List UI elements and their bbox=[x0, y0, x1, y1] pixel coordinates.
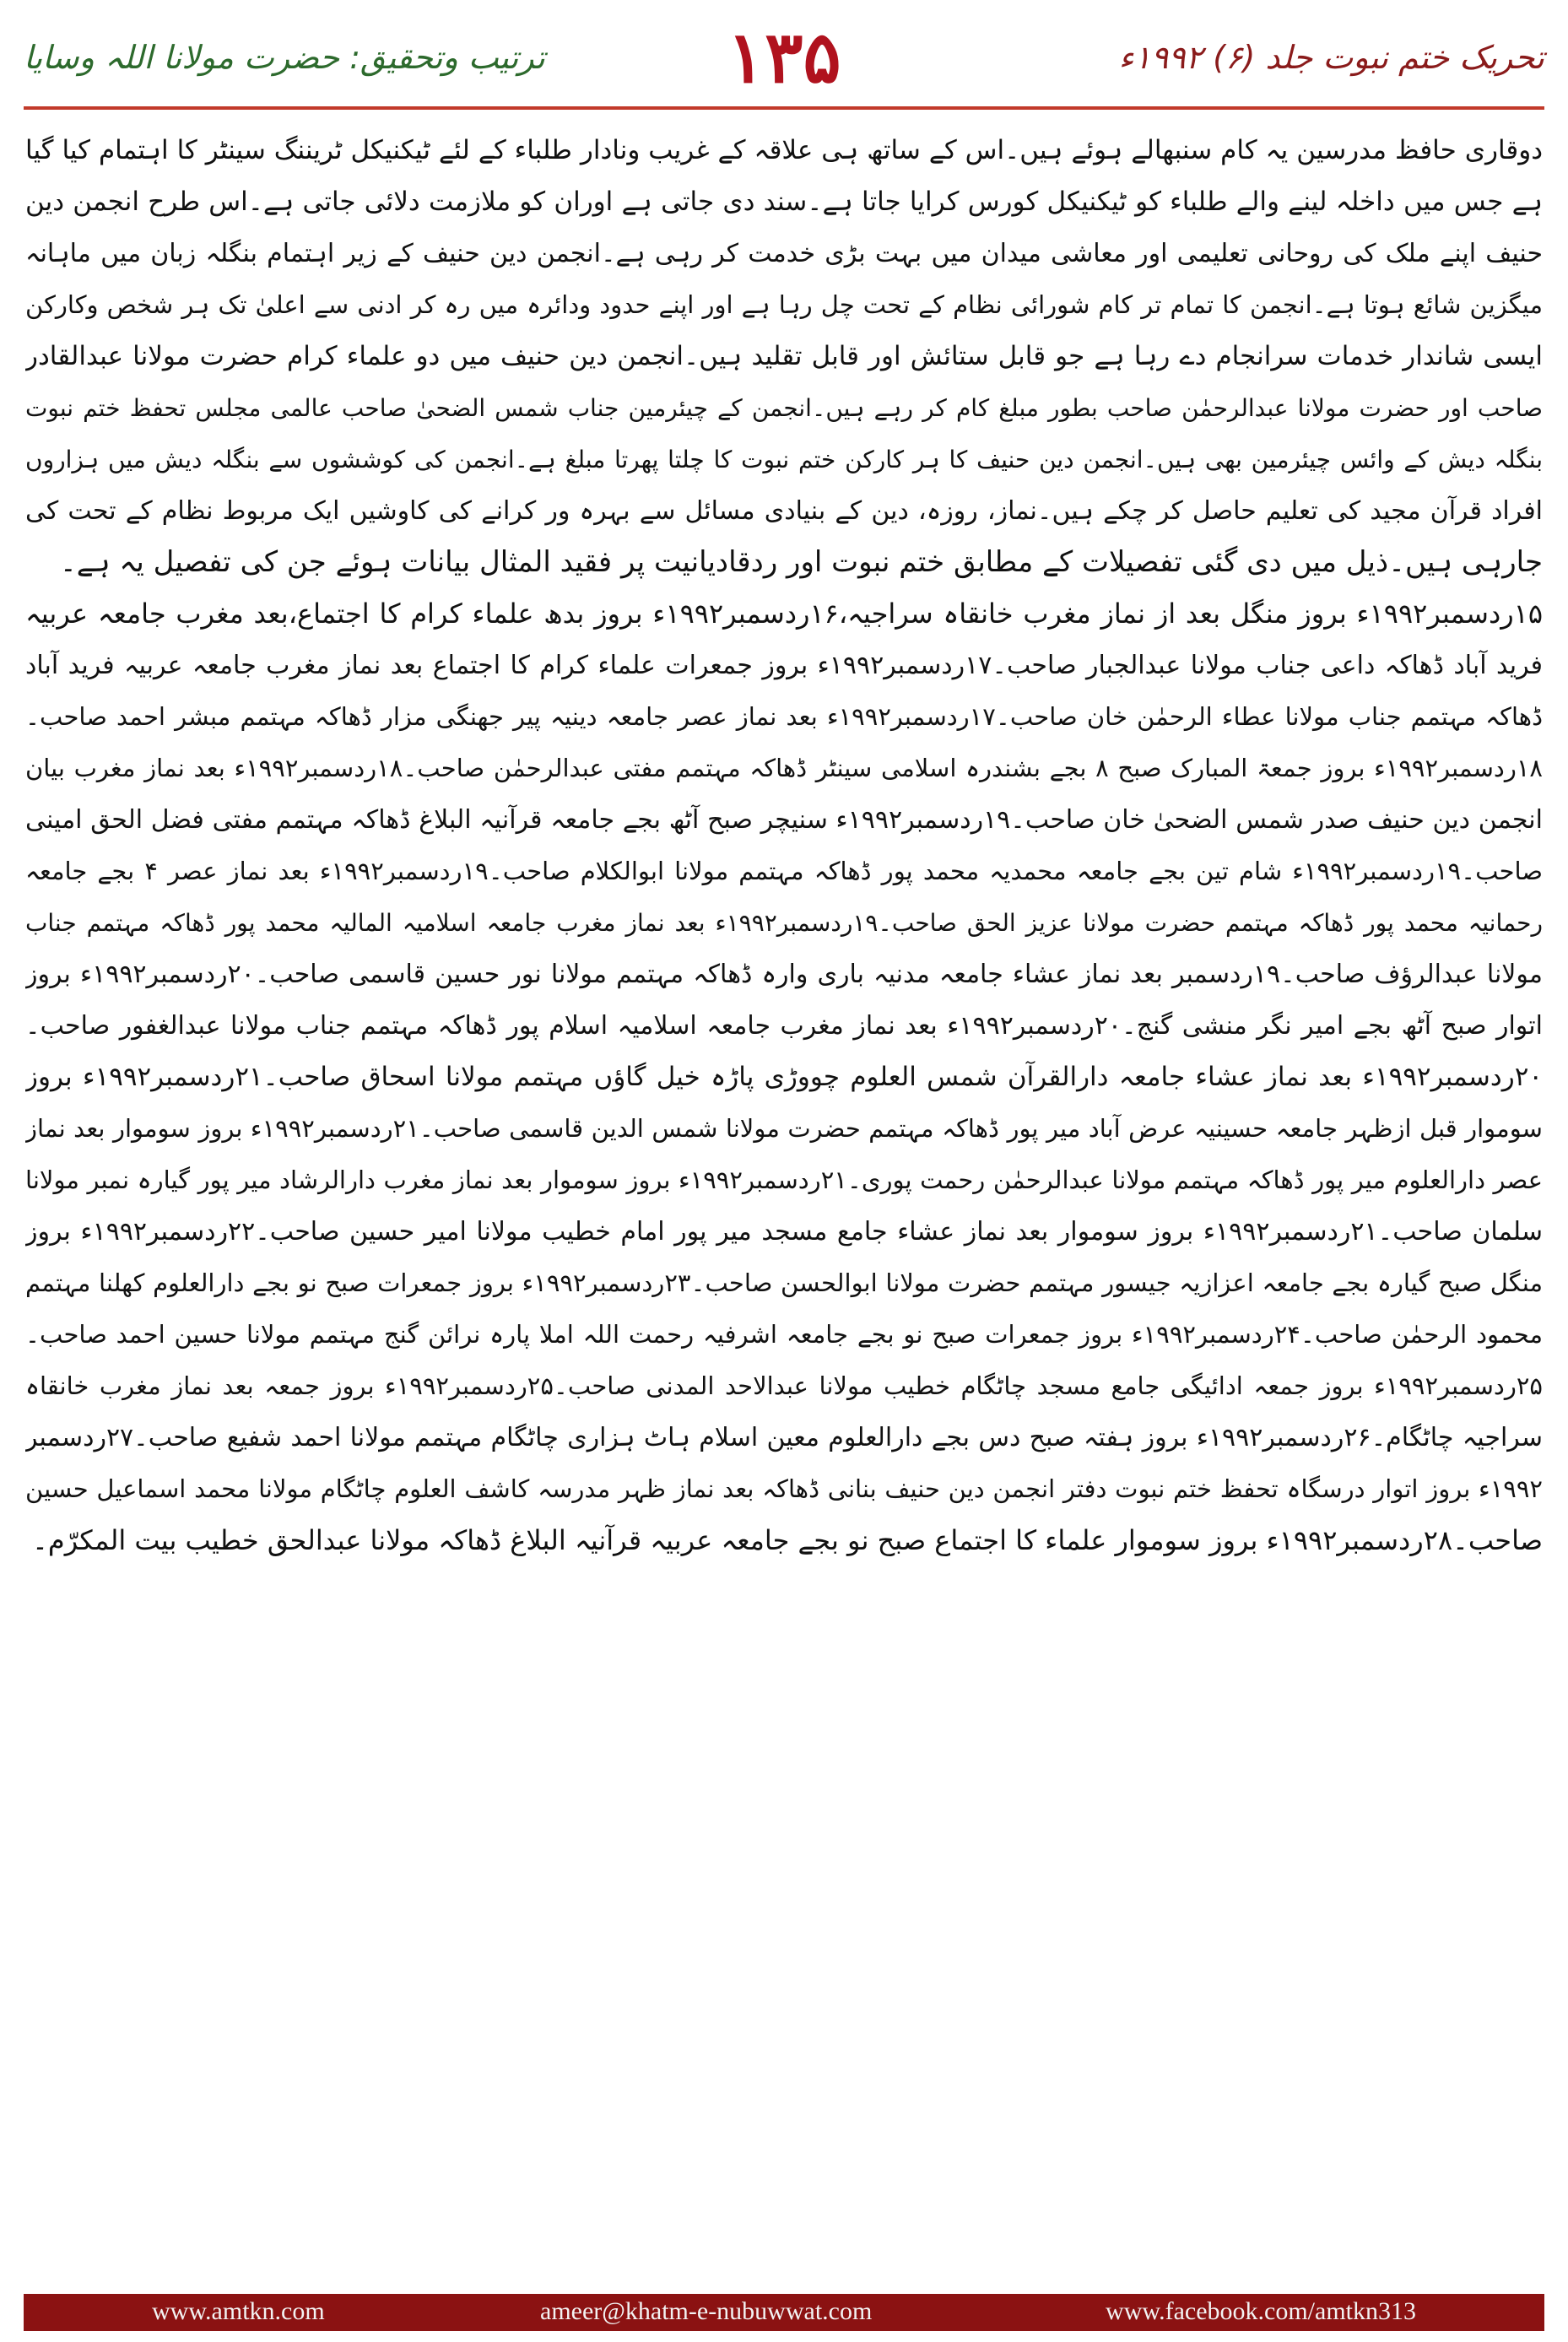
text-line: صاحب اور حضرت مولانا عبدالرحمٰن صاحب بطور مبلغ کام کر رہے ہیں۔انجمن کے چیئرمین جناب شمس الضحیٰ صاحب عالمی مجلس تحفظ ختم نبوت bbox=[25, 394, 1543, 422]
header-compiler-credit: ترتیب وتحقیق: حضرت مولانا اللہ وسایا bbox=[24, 39, 545, 76]
text-line: فرید آباد ڈھاکہ داعی جناب مولانا عبدالجبار صاحب۔۱۷ردسمبر۱۹۹۲ء بروز جمعرات علماء کرام کا اجتماع بعد نماز مغرب جامعہ عربیہ فرید آباد bbox=[25, 651, 1543, 680]
text-line: دوقاری حافظ مدرسین یہ کام سنبھالے ہوئے ہیں۔اس کے ساتھ ہی علاقہ کے غریب ونادار طلباء کے لئے ٹیکنیکل ٹریننگ سینٹر کا اہتمام کیا گیا bbox=[25, 135, 1543, 165]
footer-facebook-link[interactable]: www.facebook.com/amtkn313 bbox=[1106, 2297, 1416, 2325]
page-number: ۱۳۵ bbox=[727, 15, 841, 99]
header-divider bbox=[24, 106, 1544, 110]
text-line: حنیف اپنے ملک کی روحانی تعلیمی اور معاشی میدان میں بہت بڑی خدمت کر رہی ہے۔انجمن دین حنیف کے زیر اہتمام بنگلہ زبان میں ماہانہ bbox=[25, 239, 1543, 268]
text-line: ایسی شاندار خدمات سرانجام دے رہا ہے جو قابل ستائش اور قابل تقلید ہیں۔انجمن دین حنیف میں دو علماء کرام حضرت مولانا عبدالقادر bbox=[25, 341, 1543, 371]
text-line: ۱۵ردسمبر۱۹۹۲ء بروز منگل بعد از نماز مغرب خانقاہ سراجیہ،۱۶ردسمبر۱۹۹۲ء بروز بدھ علماء کرام کا اجتماع،بعد مغرب جامعہ عربیہ bbox=[25, 598, 1543, 630]
text-line: عصر دارالعلوم میر پور ڈھاکہ مہتمم مولانا عبدالرحمٰن رحمت پوری۔۲۱ردسمبر۱۹۹۲ء بروز سوموار بعد نماز مغرب دارالرشاد میر پور گیارہ نمبر مولانا bbox=[25, 1166, 1543, 1194]
text-line: انجمن دین حنیف صدر شمس الضحیٰ خان صاحب۔۱۹ردسمبر۱۹۹۲ء سنیچر صبح آٹھ بجے جامعہ قرآنیہ البلاغ ڈھاکہ مہتمم مفتی فضل الحق امینی bbox=[25, 805, 1543, 835]
text-line-paragraph-end: صاحب۔۲۸ردسمبر۱۹۹۲ء بروز سوموار علماء کا اجتماع صبح نو بجے جامعہ عربیہ قرآنیہ البلاغ ڈھاکہ مولانا عبدالحق خطیب بیت المکرّم۔ bbox=[32, 1524, 1543, 1556]
text-line: مولانا عبدالرؤف صاحب۔۱۹ردسمبر بعد نماز عشاء جامعہ مدنیہ باری وارہ ڈھاکہ مہتمم مولانا نور حسین قاسمی صاحب۔۲۰ردسمبر۱۹۹۲ء بروز bbox=[25, 960, 1543, 989]
page-footer bbox=[0, 2279, 1568, 2342]
footer-website-link[interactable]: www.amtkn.com bbox=[152, 2297, 325, 2325]
article-body bbox=[25, 125, 1543, 1566]
text-line: افراد قرآن مجید کی تعلیم حاصل کر چکے ہیں۔نماز، روزہ، دین کے بنیادی مسائل سے بہرہ ور کرانے کی کاوشیں ایک مربوط نظام کے تحت کی bbox=[25, 496, 1543, 526]
text-line: منگل صبح گیارہ بجے جامعہ اعزازیہ جیسور مہتمم حضرت مولانا ابوالحسن صاحب۔۲۳ردسمبر۱۹۹۲ء بروز جمعرات صبح نو بجے دارالعلوم کھلنا مہتمم bbox=[25, 1268, 1543, 1297]
footer-email-link[interactable]: ameer@khatm-e-nubuwwat.com bbox=[540, 2297, 873, 2325]
text-line-paragraph-end: جارہی ہیں۔ذیل میں دی گئی تفصیلات کے مطابق ختم نبوت اور ردقادیانیت پر فقید المثال بیانات ہوئے جن کی تفصیل یہ ہے۔ bbox=[59, 545, 1543, 579]
text-line: بنگلہ دیش کے وائس چیئرمین بھی ہیں۔انجمن دین حنیف کا ہر کارکن ختم نبوت کا چلتا پھرتا مبلغ ہے۔انجمن کی کوششوں سے بنگلہ دیش میں ہزاروں bbox=[25, 446, 1543, 473]
text-line: میگزین شائع ہوتا ہے۔انجمن کا تمام تر کام شورائی نظام کے تحت چل رہا ہے اور اپنے حدود ودائرہ میں رہ کر ادنی سے اعلیٰ تک ہر شخص وکارکن bbox=[25, 290, 1543, 319]
text-line: ۲۰ردسمبر۱۹۹۲ء بعد نماز عشاء جامعہ دارالقرآن شمس العلوم چووڑی پاڑہ خیل گاؤں مہتمم مولانا اسحاق صاحب۔۲۱ردسمبر۱۹۹۲ء بروز bbox=[25, 1062, 1543, 1092]
text-line: سلمان صاحب۔۲۱ردسمبر۱۹۹۲ء بروز سوموار بعد نماز عشاء جامع مسجد میر پور امام خطیب مولانا امیر حسین صاحب۔۲۲ردسمبر۱۹۹۲ء بروز bbox=[25, 1217, 1543, 1247]
text-line: ڈھاکہ مہتمم جناب مولانا عطاء الرحمٰن خان صاحب۔۱۷ردسمبر۱۹۹۲ء بعد نماز عصر جامعہ دینیہ پیر جھنگی مزار ڈھاکہ مہتمم مبشر احمد صاحب۔ bbox=[25, 702, 1543, 731]
text-line: محمود الرحمٰن صاحب۔۲۴ردسمبر۱۹۹۲ء بروز جمعرات صبح نو بجے جامعہ اشرفیہ رحمت اللہ املا پارہ نرائن گنج مہتمم مولانا حسین احمد صاحب۔ bbox=[25, 1320, 1543, 1349]
page-header bbox=[0, 0, 1568, 114]
text-line: رحمانیہ محمد پور ڈھاکہ مہتمم حضرت مولانا عزیز الحق صاحب۔۱۹ردسمبر۱۹۹۲ء بعد نماز مغرب جامعہ اسلامیہ المالیہ محمد پور ڈھاکہ مہتمم جناب bbox=[25, 909, 1543, 937]
text-line: صاحب۔۱۹ردسمبر۱۹۹۲ء شام تین بجے جامعہ محمدیہ محمد پور ڈھاکہ مہتمم مولانا ابوالکلام صاحب۔۱۹ردسمبر۱۹۹۲ء بعد نماز عصر ۴ بجے جامعہ bbox=[25, 857, 1543, 885]
text-line: ۱۹۹۲ء بروز اتوار درسگاہ تحفظ ختم نبوت دفتر انجمن دین حنیف بنانی ڈھاکہ بعد نماز ظہر مدرسہ کاشف العلوم چاٹگام مولانا محمد اسماعیل حسین bbox=[25, 1474, 1543, 1503]
text-line: ۲۵ردسمبر۱۹۹۲ء بروز جمعہ ادائیگی جامع مسجد چاٹگام خطیب مولانا عبدالاحد المدنی صاحب۔۲۵ردسمبر۱۹۹۲ء بروز جمعہ بعد نماز مغرب خانقاہ bbox=[25, 1371, 1543, 1400]
header-book-title: تحریک ختم نبوت جلد (۶) ۱۹۹۲ء bbox=[1118, 39, 1544, 76]
text-line: سراجیہ چاٹگام۔۲۶ردسمبر۱۹۹۲ء بروز ہفتہ صبح دس بجے دارالعلوم معین اسلام ہاٹ ہزاری چاٹگام مہتمم مولانا احمد شفیع صاحب۔۲۷ردسمبر bbox=[25, 1423, 1543, 1452]
text-line: سوموار قبل ازظہر جامعہ حسینیہ عرض آباد میر پور ڈھاکہ مہتمم حضرت مولانا شمس الدین قاسمی صاحب۔۲۱ردسمبر۱۹۹۲ء بروز سوموار بعد نماز bbox=[25, 1114, 1543, 1143]
text-line: اتوار صبح آٹھ بجے امیر نگر منشی گنج۔۲۰ردسمبر۱۹۹۲ء بعد نماز مغرب جامعہ اسلامیہ اسلام پور ڈھاکہ مہتمم جناب مولانا عبدالغفور صاحب۔ bbox=[25, 1011, 1543, 1041]
text-line: ۱۸ردسمبر۱۹۹۲ء بروز جمعۃ المبارک صبح ۸ بجے بشندرہ اسلامی سینٹر ڈھاکہ مہتمم مفتی عبدالرحمٰن صاحب۔۱۸ردسمبر۱۹۹۲ء بعد نماز مغرب بیان bbox=[25, 754, 1543, 782]
text-line: ہے جس میں داخلہ لینے والے طلباء کو ٹیکنیکل کورس کرایا جاتا ہے۔سند دی جاتی ہے اوران کو ملازمت دلائی جاتی ہے۔اس طرح انجمن دین bbox=[25, 187, 1543, 217]
